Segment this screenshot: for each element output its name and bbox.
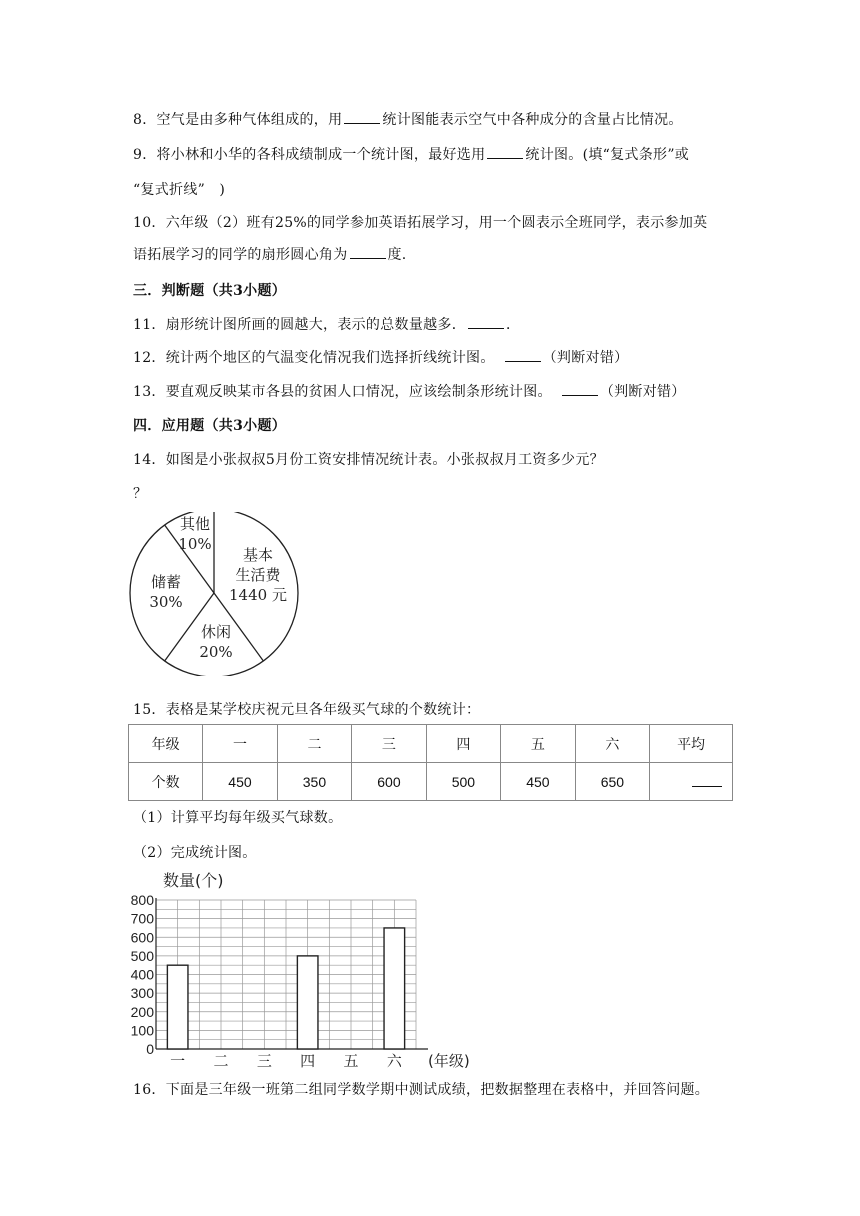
question-15-sub2: （2）完成统计图。 (133, 845, 257, 861)
x-tick-label: 六 (386, 1052, 402, 1070)
q15-text-a: 15．表格是某学校庆祝元旦各年级买气球的个数统计： (133, 702, 481, 718)
bar (384, 928, 405, 1049)
x-tick-label: 五 (343, 1052, 359, 1070)
pie-chart (128, 512, 304, 676)
q11-text-b: ． (506, 317, 521, 333)
question-10 (133, 213, 707, 233)
question-13 (133, 382, 686, 402)
table-cell: 350 (277, 763, 351, 801)
q9-text-a: 9．将小林和小华的各科成绩制成一个统计图，最好选用 (133, 147, 486, 163)
table-cell: 一 (203, 725, 277, 763)
question-15 (133, 700, 480, 720)
bar-grid (156, 900, 416, 1049)
x-axis-title: (年级) (428, 1052, 470, 1070)
y-axis-title: 数量(个) (163, 871, 224, 890)
table-cell: 500 (426, 763, 500, 801)
q14-text-a: 14．如图是小张叔叔5月份工资安排情况统计表。小张叔叔月工资多少元？ (133, 452, 604, 468)
q12-blank (505, 348, 541, 362)
question-15-sub1: （1）计算平均每年级买气球数。 (133, 810, 343, 826)
question-9-cont (133, 180, 225, 200)
pie-slice-label: 储蓄 (150, 573, 182, 591)
question-11 (133, 315, 520, 335)
question-12 (133, 348, 628, 368)
x-tick-label: 一 (170, 1052, 186, 1070)
q9-blank (487, 145, 523, 159)
q11-text-a: 11．扇形统计图所画的圆越大，表示的总数量越多． (133, 317, 467, 333)
table-cell: 个数 (129, 763, 203, 801)
q13-blank (562, 382, 598, 396)
y-tick-label: 100 (130, 1022, 154, 1039)
y-tick-label: 300 (130, 985, 154, 1002)
table-cell: 四 (426, 725, 500, 763)
y-tick-label: 800 (130, 892, 154, 908)
q9-text-b: 统计图。(填“复式条形”或 (525, 147, 690, 163)
q11-blank (468, 315, 504, 329)
pie-slice-label: 基本 (242, 546, 274, 564)
y-tick-label: 500 (130, 947, 154, 964)
pie-slice-label: 休闲 (200, 623, 232, 641)
pie-slice-label: 1440 元 (229, 586, 287, 604)
table-cell: 五 (501, 725, 575, 763)
q9-text-c: “复式折线” ) (133, 182, 226, 198)
table-cell: 450 (203, 763, 277, 801)
q10-text-c: 度. (387, 247, 407, 263)
q8-text-b: 统计图能表示空气中各种成分的含量占比情况。 (382, 112, 683, 128)
y-tick-label: 200 (130, 1003, 154, 1020)
x-tick-label: 四 (300, 1052, 316, 1070)
table-cell: 450 (501, 763, 575, 801)
y-tick-label: 700 (130, 910, 154, 927)
q10-text-b: 语拓展学习的同学的扇形圆心角为 (133, 247, 348, 263)
question-10-cont (133, 245, 407, 265)
balloon-table (128, 724, 733, 801)
pie-slice-label: 其他 (179, 515, 211, 533)
q12-text-b: （判断对错） (542, 350, 629, 366)
average-cell (650, 763, 733, 801)
q8-text-a: 8．空气是由多种气体组成的，用 (133, 112, 343, 128)
table-row (129, 763, 733, 801)
table-cell: 六 (575, 725, 649, 763)
y-tick-label: 600 (130, 929, 154, 946)
section-3-heading: 三．判断题（共3小题） (133, 283, 287, 299)
table-cell: 600 (352, 763, 426, 801)
question-16 (133, 1080, 709, 1100)
q8-blank (344, 110, 380, 124)
pie-slice-label: 20% (199, 643, 233, 661)
question-9 (133, 145, 689, 165)
pie-slice-label: 30% (149, 593, 183, 611)
x-tick-label: 三 (256, 1052, 272, 1070)
table-cell: 二 (277, 725, 351, 763)
q13-text-a: 13．要直观反映某市各县的贫困人口情况，应该绘制条形统计图。 (133, 384, 552, 400)
table-cell: 平均 (650, 725, 733, 763)
bar (167, 965, 188, 1049)
question-14 (133, 450, 604, 470)
q12-text-a: 12．统计两个地区的气温变化情况我们选择折线统计图。 (133, 350, 495, 366)
q16-text-a: 16．下面是三年级一班第二组同学数学期中测试成绩，把数据整理在表格中，并回答问题。 (133, 1082, 710, 1098)
question-8 (133, 110, 683, 130)
table-cell: 年级 (129, 725, 203, 763)
average-blank (692, 773, 722, 787)
q13-text-b: （判断对错） (599, 384, 686, 400)
y-tick-label: 400 (130, 966, 154, 983)
table-cell: 三 (352, 725, 426, 763)
section-4-heading: 四．应用题（共3小题） (133, 418, 287, 434)
q10-blank (350, 245, 386, 259)
bar (297, 956, 318, 1049)
y-tick-label: 0 (146, 1041, 154, 1057)
table-header-row (129, 725, 733, 763)
pie-slice-label: 10% (178, 535, 212, 553)
pie-slice-label: 生活费 (235, 566, 281, 584)
table-cell: 650 (575, 763, 649, 801)
question-14-mark: ？ (133, 486, 148, 502)
x-tick-label: 二 (213, 1052, 229, 1070)
q10-text-a: 10．六年级（2）班有25%的同学参加英语拓展学习，用一个圆表示全班同学，表示参加英 (133, 215, 708, 231)
bar-chart (125, 866, 485, 1070)
